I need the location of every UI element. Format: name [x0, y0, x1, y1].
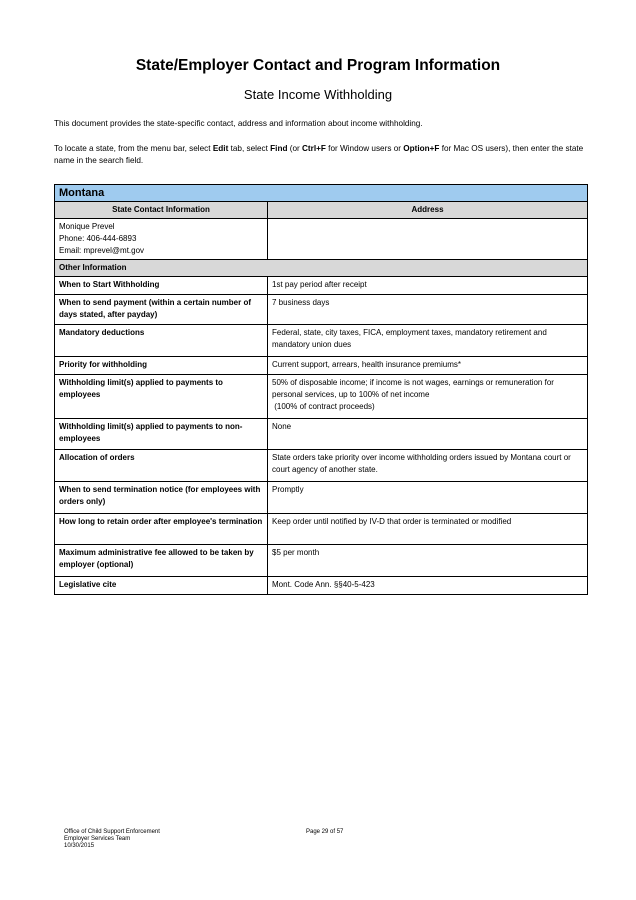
- table-row: [55, 295, 588, 325]
- contact-phone: Phone: 406-444-6893: [59, 234, 137, 243]
- column-header-row: [55, 202, 588, 219]
- option-f-keyword: Option+F: [403, 144, 440, 153]
- footer-left: [64, 829, 160, 850]
- row-label: Mandatory deductions: [55, 325, 268, 357]
- row-label: Priority for withholding: [55, 357, 268, 375]
- table-row: [55, 375, 588, 419]
- row-label: How long to retain order after employee's termination: [55, 514, 268, 545]
- contact-row: [55, 219, 588, 260]
- row-value: State orders take priority over income withholding orders issued by Montana court or court agency of another state.: [268, 450, 588, 482]
- table-row: [55, 545, 588, 577]
- footer-org: Office of Child Support Enforcement: [64, 829, 160, 835]
- row-label: When to send payment (within a certain number of days stated, after payday): [55, 295, 268, 325]
- row-label: Maximum administrative fee allowed to be taken by employer (optional): [55, 545, 268, 577]
- state-name-row: [55, 185, 588, 202]
- other-info-header: Other Information: [55, 260, 588, 277]
- row-value: Keep order until notified by IV-D that order is terminated or modified: [268, 514, 588, 545]
- table-row: [55, 277, 588, 295]
- contact-column-header: State Contact Information: [55, 202, 268, 219]
- intro-paragraph-2: To locate a state, from the menu bar, select Edit tab, select Find (or Ctrl+F for Window users or Option+F for Mac OS users), then enter the state name in the search field.: [54, 144, 584, 165]
- address-column-header: Address: [268, 202, 588, 219]
- page-subtitle: State Income Withholding: [243, 87, 393, 102]
- row-label: Withholding limit(s) applied to payments to employees: [55, 375, 268, 419]
- row-label: Allocation of orders: [55, 450, 268, 482]
- row-value: Promptly: [268, 482, 588, 514]
- row-value: 1st pay period after receipt: [268, 277, 588, 295]
- row-label: When to send termination notice (for employees with orders only): [55, 482, 268, 514]
- find-keyword: Find: [270, 144, 288, 153]
- row-value: $5 per month: [268, 545, 588, 577]
- table-row: [55, 482, 588, 514]
- table-row: [55, 419, 588, 450]
- row-value: 50% of disposable income; if income is not wages, earnings or remuneration for personal services, up to 100% of net income (100% of contract proceeds): [268, 375, 588, 419]
- row-value: Federal, state, city taxes, FICA, employment taxes, mandatory retirement and mandatory union dues: [268, 325, 588, 357]
- contact-name: Monique Prevel: [59, 222, 115, 231]
- address-cell: [268, 219, 588, 260]
- state-info-table: [54, 184, 588, 595]
- table-row: [55, 357, 588, 375]
- row-label: Withholding limit(s) applied to payments to non-employees: [55, 419, 268, 450]
- footer-date: 10/30/2015: [64, 843, 95, 849]
- state-name: Montana: [55, 185, 588, 202]
- table-row: [55, 325, 588, 357]
- contact-email: Email: mprevel@mt.gov: [59, 246, 145, 255]
- row-value: 7 business days: [268, 295, 588, 325]
- table-row: [55, 514, 588, 545]
- row-value: Current support, arrears, health insurance premiums*: [268, 357, 588, 375]
- footer-team: Employer Services Team: [64, 836, 131, 842]
- edit-keyword: Edit: [212, 144, 229, 153]
- contact-cell: [55, 219, 268, 260]
- table-row: [55, 450, 588, 482]
- page-title: State/Employer Contact and Program Information: [135, 57, 501, 74]
- table-row: [55, 577, 588, 595]
- row-value: None: [268, 419, 588, 450]
- row-label: Legislative cite: [55, 577, 268, 595]
- intro-paragraph-1: This document provides the state-specific contact, address and information about income withholding.: [54, 119, 423, 128]
- ctrl-f-keyword: Ctrl+F: [302, 144, 326, 153]
- other-info-header-row: [55, 260, 588, 277]
- row-value: Mont. Code Ann. §§40-5-423: [268, 577, 588, 595]
- page-number: Page 29 of 57: [306, 829, 344, 835]
- row-label: When to Start Withholding: [55, 277, 268, 295]
